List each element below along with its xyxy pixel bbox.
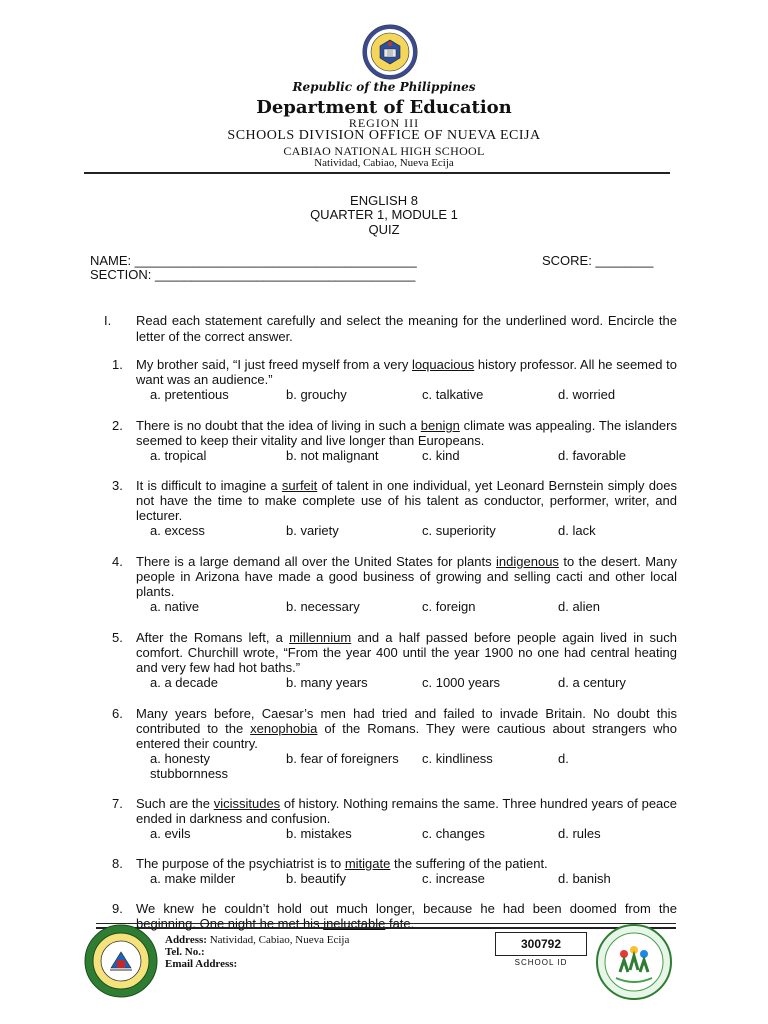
choice-d[interactable]: d. a century — [558, 675, 626, 690]
question-number: 6. — [112, 706, 123, 721]
choice-a[interactable]: a. make milder — [150, 871, 236, 886]
name-field[interactable] — [90, 253, 417, 268]
choice-b[interactable]: b. not malignant — [286, 448, 379, 463]
choice-c[interactable]: c. kindliness — [422, 751, 493, 766]
choice-a[interactable]: a. excess — [150, 523, 205, 538]
underlined-word: vicissitudes — [213, 796, 281, 811]
underlined-word: millennium — [289, 630, 352, 645]
question-1 — [104, 357, 677, 402]
choice-b[interactable]: b. necessary — [286, 599, 360, 614]
score-field[interactable] — [542, 253, 653, 268]
question-6 — [104, 706, 677, 781]
score-label: SCORE: — [542, 253, 592, 268]
question-stem: Such are the vicissitudes of history. Nothing remains the same. Three hundred years of peace ended in darkness and confusion. — [136, 796, 678, 826]
choice-b[interactable]: b. variety — [286, 523, 339, 538]
school-name: CABIAO NATIONAL HIGH SCHOOL — [283, 144, 485, 158]
footer-address — [165, 934, 349, 946]
underlined-word: ineluctable — [323, 916, 386, 931]
choice-b[interactable]: b. many years — [286, 675, 368, 690]
choice-a[interactable]: a. a decade — [150, 675, 218, 690]
question-number: 8. — [112, 856, 123, 871]
tel-label: Tel. No.: — [165, 946, 205, 958]
question-number: 4. — [112, 554, 123, 569]
question-5 — [104, 630, 677, 690]
choice-a[interactable]: a. honesty — [150, 751, 210, 766]
question-stem: The purpose of the psychiatrist is to mitigate the suffering of the patient. — [136, 856, 548, 871]
choices — [150, 871, 677, 886]
choice-c[interactable]: c. foreign — [422, 599, 476, 614]
address-value: Natividad, Cabiao, Nueva Ecija — [209, 934, 350, 946]
question-2 — [104, 418, 677, 463]
choices — [150, 387, 677, 402]
choice-c[interactable]: c. talkative — [422, 387, 484, 402]
choice-a[interactable]: a. evils — [150, 826, 191, 841]
region-heading: REGION III — [348, 116, 420, 130]
choice-a[interactable]: a. tropical — [150, 448, 207, 463]
footer-divider-thick — [96, 927, 676, 929]
choice-d[interactable]: d. rules — [558, 826, 601, 841]
school-id-box: 300792 — [495, 932, 587, 956]
footer-divider — [96, 923, 676, 924]
quiz-subject: ENGLISH 8 — [350, 193, 418, 208]
question-number: 5. — [112, 630, 123, 645]
division-heading: SCHOOLS DIVISION OFFICE OF NUEVA ECIJA — [227, 128, 541, 143]
question-stem: There is no doubt that the idea of living in such a benign climate was appealing. The islanders seemed to keep their vitality and live longer than Europeans. — [136, 418, 677, 448]
underlined-word: mitigate — [344, 856, 391, 871]
section-field[interactable] — [90, 267, 415, 282]
underlined-word: loquacious — [412, 357, 475, 372]
department-heading: Department of Education — [256, 97, 512, 118]
choice-b[interactable]: b. grouchy — [286, 387, 347, 402]
choice-c[interactable]: c. kind — [422, 448, 460, 463]
section-line: ____________________________________ — [155, 267, 416, 282]
underlined-word: indigenous — [496, 554, 559, 569]
question-7 — [104, 796, 677, 841]
choice-a[interactable]: a. native — [150, 599, 200, 614]
choice-d-continuation: stubbornness — [150, 766, 229, 781]
quiz-title: QUIZ — [368, 222, 400, 237]
score-line: ________ — [595, 253, 654, 268]
header-divider — [84, 172, 670, 174]
question-3 — [104, 478, 677, 538]
choices — [150, 751, 677, 766]
question-number: 1. — [112, 357, 123, 372]
choices — [150, 448, 677, 463]
choice-b[interactable]: b. beautify — [286, 871, 346, 886]
choices — [150, 675, 677, 690]
choices — [150, 826, 677, 841]
school-logo-icon — [84, 924, 158, 998]
child-friendly-schools-logo-icon — [596, 924, 672, 1000]
question-stem: It is difficult to imagine a surfeit of talent in one individual, yet Leonard Bernstein simply does not have the time to make complete use of his talent as conductor, performer, writer, and lecturer. — [136, 478, 677, 523]
part-number: I. — [104, 313, 112, 328]
choice-a[interactable]: a. pretentious — [150, 387, 229, 402]
deped-seal-icon — [362, 24, 418, 80]
question-4 — [104, 554, 677, 614]
section-label: SECTION: — [90, 267, 152, 282]
question-stem: We knew he couldn’t hold out much longer, because he had been doomed from the beginning. One night he met his ineluctable fate. — [136, 901, 677, 931]
choice-d[interactable]: d. — [558, 751, 569, 766]
underlined-word: surfeit — [281, 478, 318, 493]
question-number: 9. — [112, 901, 123, 916]
name-label: NAME: — [90, 253, 132, 268]
choice-d[interactable]: d. favorable — [558, 448, 626, 463]
republic-heading: Republic of the Philippines — [292, 80, 476, 94]
address-label: Address: — [165, 934, 207, 946]
footer-tel — [165, 946, 205, 958]
instructions-text: Read each statement carefully and select the meaning for the underlined word. Encircle the letter of the correct answer. — [136, 313, 677, 344]
question-stem: My brother said, “I just freed myself from a very loquacious history professor. All he seemed to want was an audience.” — [136, 357, 678, 387]
quiz-module: QUARTER 1, MODULE 1 — [310, 207, 458, 222]
email-label: Email Address: — [165, 958, 238, 970]
choices — [150, 599, 677, 614]
footer-email — [165, 958, 237, 970]
name-line: _______________________________________ — [134, 253, 417, 268]
choice-c[interactable]: c. changes — [422, 826, 485, 841]
choice-d[interactable]: d. banish — [558, 871, 611, 886]
question-number: 2. — [112, 418, 123, 433]
choice-c[interactable]: c. 1000 years — [422, 675, 501, 690]
question-stem: Many years before, Caesar’s men had tried and failed to invade Britain. No doubt this contributed to the xenophobia of the Romans. They were cautious about strangers who entered their country. — [136, 706, 677, 751]
school-id-label: SCHOOL ID — [514, 958, 568, 967]
choice-d[interactable]: d. lack — [558, 523, 596, 538]
choice-d[interactable]: d. worried — [558, 387, 616, 402]
question-8 — [104, 856, 677, 886]
question-stem: After the Romans left, a millennium and a half passed before people again lived in such comfort. Churchill wrote, “From the year 400 until the year 1900 no one had central heating and very few had hot baths.” — [136, 630, 677, 675]
choice-d[interactable]: d. alien — [558, 599, 600, 614]
underlined-word: xenophobia — [250, 721, 318, 736]
question-number: 7. — [112, 796, 123, 811]
choices — [150, 523, 677, 538]
question-stem: There is a large demand all over the United States for plants indigenous to the desert. Many people in Arizona have made a good business of growing and selling cacti and other local plants. — [136, 554, 677, 599]
choice-c[interactable]: c. increase — [422, 871, 485, 886]
choice-b[interactable]: b. fear of foreigners — [286, 751, 399, 766]
underlined-word: benign — [420, 418, 460, 433]
school-address: Natividad, Cabiao, Nueva Ecija — [314, 157, 454, 169]
question-number: 3. — [112, 478, 123, 493]
choice-b[interactable]: b. mistakes — [286, 826, 352, 841]
choice-c[interactable]: c. superiority — [422, 523, 496, 538]
